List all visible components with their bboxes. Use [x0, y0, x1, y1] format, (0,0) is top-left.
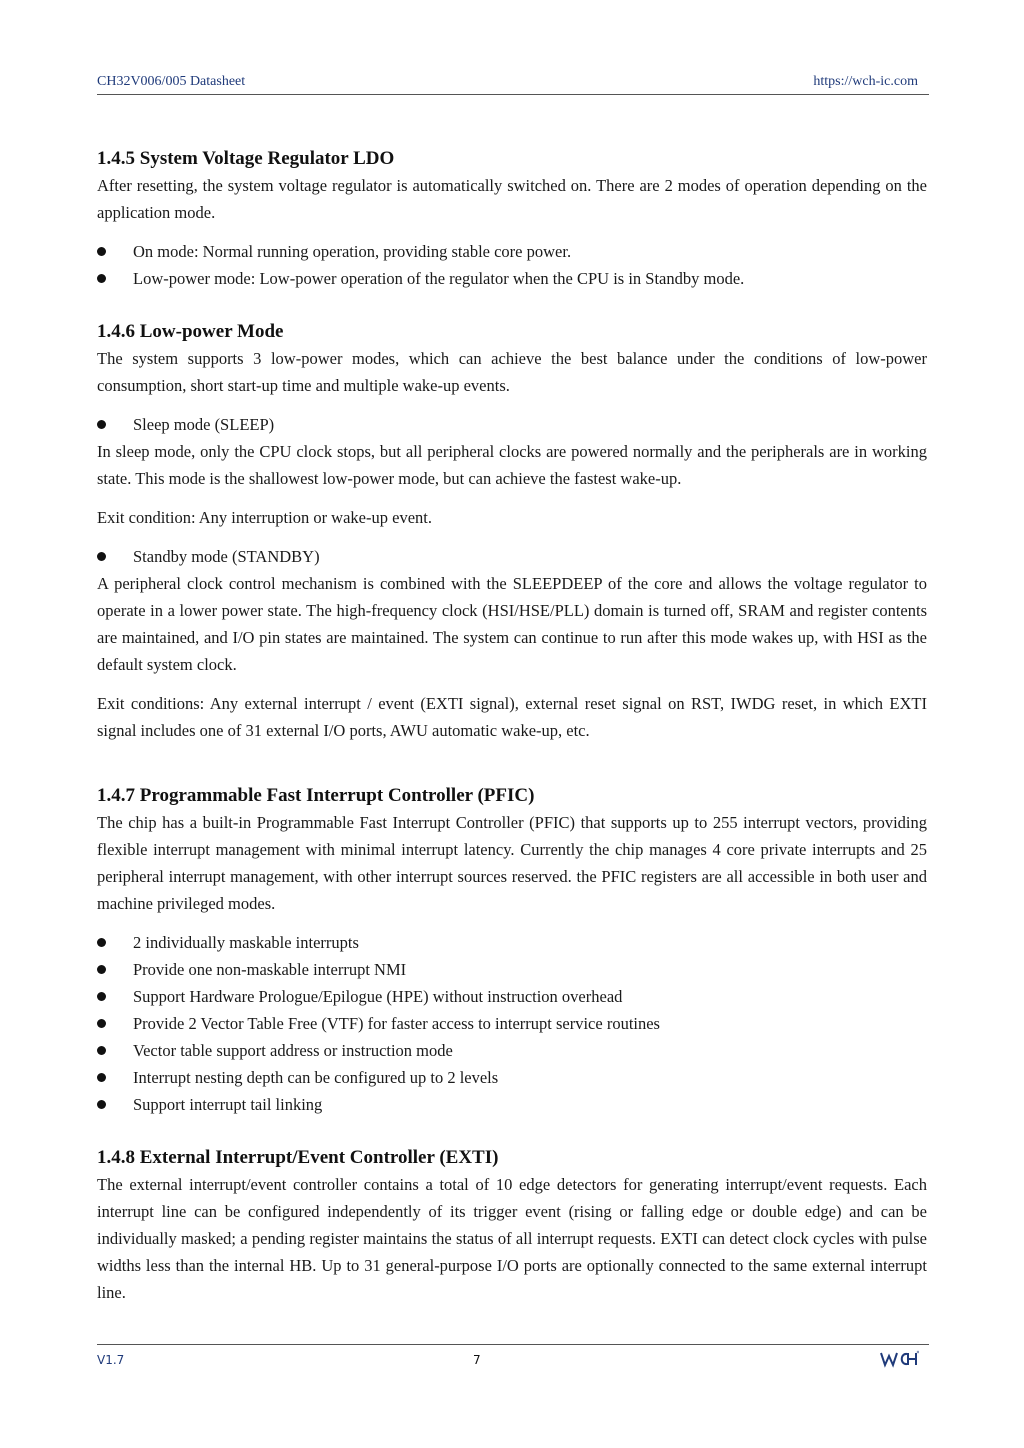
section-exti	[97, 1145, 927, 1306]
list-item: On mode: Normal running operation, providing stable core power.	[97, 238, 927, 265]
page-footer	[97, 1344, 929, 1385]
section-pfic	[97, 783, 927, 1118]
list-item: Interrupt nesting depth can be configured up to 2 levels	[97, 1064, 927, 1091]
page-content	[97, 146, 927, 1306]
section-heading: 1.4.7 Programmable Fast Interrupt Controller (PFIC)	[97, 785, 535, 806]
bullet-icon	[97, 938, 106, 947]
wch-logo-icon	[879, 1349, 919, 1374]
list-item: Provide 2 Vector Table Free (VTF) for faster access to interrupt service routines	[97, 1010, 927, 1037]
list-item: Sleep mode (SLEEP)	[97, 411, 927, 438]
website-link[interactable]: https://wch-ic.com	[813, 74, 918, 89]
page-number: 7	[473, 1353, 481, 1367]
bullet-list	[97, 411, 927, 438]
paragraph: Exit conditions: Any external interrupt / event (EXTI signal), external reset signal on RST, IWDG reset, in which EXTI signal includes one of 31 external I/O ports, AWU automatic wake-up, etc.	[97, 694, 927, 740]
bullet-icon	[97, 552, 106, 561]
paragraph: Exit condition: Any interruption or wake-up event.	[97, 508, 432, 527]
bullet-list	[97, 929, 927, 1118]
section-heading: 1.4.8 External Interrupt/Event Controller (EXTI)	[97, 1147, 499, 1168]
list-item: Provide one non-maskable interrupt NMI	[97, 956, 927, 983]
bullet-list	[97, 238, 927, 292]
bullet-icon	[97, 1046, 106, 1055]
section-heading: 1.4.5 System Voltage Regulator LDO	[97, 148, 395, 169]
list-item: 2 individually maskable interrupts	[97, 929, 927, 956]
section-heading: 1.4.6 Low-power Mode	[97, 321, 284, 342]
bullet-icon	[97, 1100, 106, 1109]
section-low-power	[97, 319, 927, 744]
bullet-icon	[97, 992, 106, 1001]
bullet-icon	[97, 420, 106, 429]
list-item: Low-power mode: Low-power operation of the regulator when the CPU is in Standby mode.	[97, 265, 927, 292]
list-item: Standby mode (STANDBY)	[97, 543, 927, 570]
bullet-icon	[97, 247, 106, 256]
paragraph: In sleep mode, only the CPU clock stops, but all peripheral clocks are powered normally and the peripherals are in working state. This mode is the shallowest low-power mode, but can achieve the fastest wake-up.	[97, 442, 927, 488]
section-ldo	[97, 146, 927, 292]
paragraph: After resetting, the system voltage regulator is automatically switched on. There are 2 modes of operation depending on the application mode.	[97, 176, 927, 222]
paragraph: The external interrupt/event controller contains a total of 10 edge detectors for generating interrupt/event requests. Each interrupt line can be configured independently of its trigger event (rising or falling edge or double edge) and can be individually masked; a pending register maintains the status of all interrupt requests. EXTI can detect clock cycles with pulse widths less than the internal HB. Up to 31 general-purpose I/O ports are optionally connected to the same external interrupt line.	[97, 1175, 927, 1302]
bullet-icon	[97, 274, 106, 283]
page-header	[97, 72, 929, 95]
document-title: CH32V006/005 Datasheet	[97, 74, 246, 89]
bullet-icon	[97, 1073, 106, 1082]
list-item: Support Hardware Prologue/Epilogue (HPE) without instruction overhead	[97, 983, 927, 1010]
paragraph: A peripheral clock control mechanism is combined with the SLEEPDEEP of the core and allows the voltage regulator to operate in a lower power state. The high-frequency clock (HSI/HSE/PLL) domain is turned off, SRAM and register contents are maintained, and I/O pin states are maintained. The system can continue to run after this mode wakes up, with HSI as the default system clock.	[97, 574, 927, 674]
bullet-icon	[97, 1019, 106, 1028]
list-item: Vector table support address or instruction mode	[97, 1037, 927, 1064]
list-item: Support interrupt tail linking	[97, 1091, 927, 1118]
paragraph: The chip has a built-in Programmable Fast Interrupt Controller (PFIC) that supports up to 255 interrupt vectors, providing flexible interrupt management with minimal interrupt latency. Currently the chip manages 4 core private interrupts and 25 peripheral interrupt management, with other interrupt sources reserved. the PFIC registers are all accessible in both user and machine privileged modes.	[97, 813, 927, 913]
bullet-icon	[97, 965, 106, 974]
document-version: V1.7	[97, 1353, 125, 1367]
bullet-list	[97, 543, 927, 570]
paragraph: The system supports 3 low-power modes, which can achieve the best balance under the conditions of low-power consumption, short start-up time and multiple wake-up events.	[97, 349, 927, 395]
